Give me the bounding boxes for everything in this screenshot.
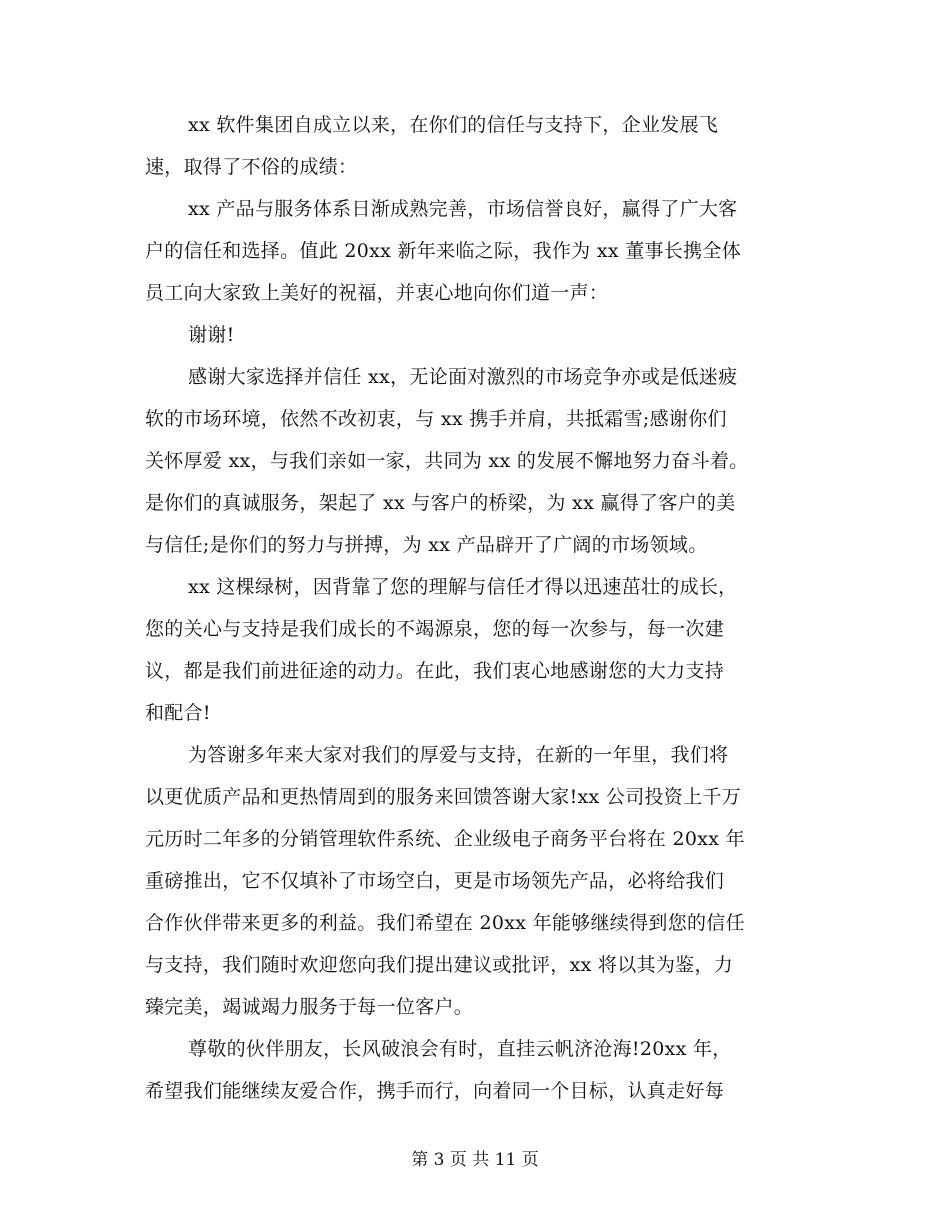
text-line-13: 您的关心与支持是我们成长的不竭源泉，您的每一次参与，每一次建: [145, 618, 725, 640]
text-line-24: 希望我们能继续友爱合作，携手而行，向着同一个目标，认真走好每: [145, 1080, 725, 1102]
text-line-18: 元历时二年多的分销管理软件系统、企业级电子商务平台将在 20xx 年: [145, 828, 745, 850]
text-line-1: xx 软件集团自成立以来，在你们的信任与支持下，企业发展飞: [188, 114, 719, 136]
text-line-15: 和配合!: [145, 702, 211, 724]
text-line-7: 感谢大家选择并信任 xx，无论面对激烈的市场竞争亦或是低迷疲: [188, 366, 738, 388]
text-line-4: 户的信任和选择。值此 20xx 新年来临之际，我作为 xx 董事长携全体: [145, 240, 741, 262]
text-line-19: 重磅推出，它不仅填补了市场空白，更是市场领先产品，必将给我们: [145, 870, 725, 892]
text-line-6: 谢谢!: [188, 324, 235, 346]
text-line-11: 与信任;是你们的努力与拼搏，为 xx 产品辟开了广阔的市场领域。: [145, 534, 708, 556]
text-line-8: 软的市场环境，依然不改初衷，与 xx 携手并肩，共抵霜雪;感谢你们: [145, 408, 727, 430]
text-line-17: 以更优质产品和更热情周到的服务来回馈答谢大家!xx 公司投资上千万: [145, 786, 742, 808]
page-footer: [0, 1146, 950, 1174]
text-line-16: 为答谢多年来大家对我们的厚爱与支持，在新的一年里，我们将: [188, 744, 729, 766]
text-line-21: 与支持，我们随时欢迎您向我们提出建议或批评，xx 将以其为鉴，力: [145, 954, 734, 976]
text-line-2: 速，取得了不俗的成绩：: [145, 156, 358, 178]
text-line-3: xx 产品与服务体系日渐成熟完善，市场信誉良好，赢得了广大客: [188, 198, 738, 220]
text-line-22: 臻完美，竭诚竭力服务于每一位客户。: [145, 996, 474, 1018]
page-number-label: 第 3 页 共 11 页: [411, 1150, 539, 1170]
text-line-14: 议，都是我们前进征途的动力。在此，我们衷心地感谢您的大力支持: [145, 660, 725, 682]
text-line-20: 合作伙伴带来更多的利益。我们希望在 20xx 年能够继续得到您的信任: [145, 912, 745, 934]
text-line-23: 尊敬的伙伴朋友，长风破浪会有时，直挂云帆济沧海!20xx 年，: [188, 1038, 732, 1060]
text-line-10: 是你们的真诚服务，架起了 xx 与客户的桥梁，为 xx 赢得了客户的美: [145, 492, 736, 514]
text-line-9: 关怀厚爱 xx，与我们亲如一家，共同为 xx 的发展不懈地努力奋斗着。: [145, 450, 749, 472]
text-line-12: xx 这棵绿树，因背靠了您的理解与信任才得以迅速茁壮的成长，: [188, 576, 738, 598]
text-line-5: 员工向大家致上美好的祝福，并衷心地向你们道一声：: [145, 282, 609, 304]
